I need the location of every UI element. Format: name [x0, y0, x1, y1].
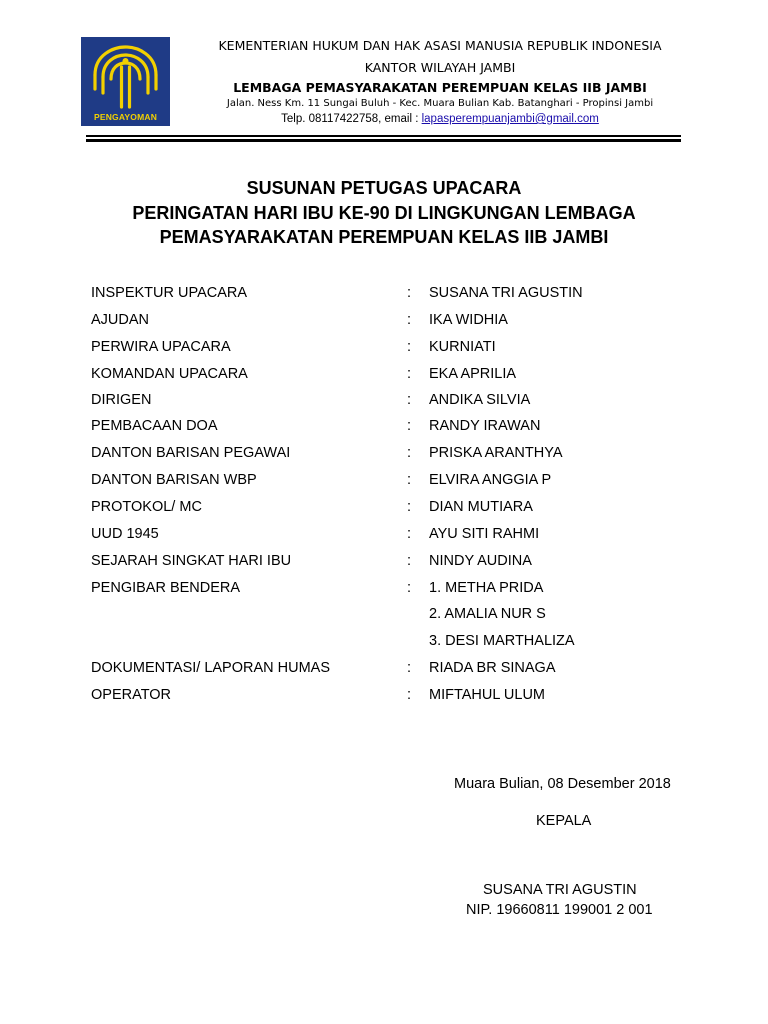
role-label: AJUDAN	[91, 312, 150, 328]
officer-name: EKA APRILIA	[429, 366, 517, 382]
role-label: UUD 1945	[91, 526, 159, 542]
role-label: PENGIBAR BENDERA	[91, 580, 241, 596]
signatory-position: KEPALA	[536, 813, 592, 829]
officer-name: 2. AMALIA NUR S	[429, 606, 546, 622]
address-line: Jalan. Ness Km. 11 Sungai Buluh - Kec. Muara Bulian Kab. Batanghari - Propinsi Jambi	[226, 98, 654, 109]
role-label: INSPEKTUR UPACARA	[91, 285, 248, 301]
separator: :	[407, 418, 412, 434]
role-label: SEJARAH SINGKAT HARI IBU	[91, 553, 292, 569]
officer-name: ANDIKA SILVIA	[429, 392, 531, 408]
separator: :	[407, 553, 412, 569]
header-divider-thin	[86, 135, 681, 137]
officer-name: DIAN MUTIARA	[429, 499, 533, 515]
role-label: KOMANDAN UPACARA	[91, 366, 248, 382]
role-label: PERWIRA UPACARA	[91, 339, 231, 355]
contact-phone: Telp. 08117422758, email :	[281, 113, 422, 125]
separator: :	[407, 312, 412, 328]
separator: :	[407, 445, 412, 461]
role-label: DIRIGEN	[91, 392, 152, 408]
officer-name: NINDY AUDINA	[429, 553, 532, 569]
role-label: DANTON BARISAN PEGAWAI	[91, 445, 291, 461]
institution-name: LEMBAGA PEMASYARAKATAN PEREMPUAN KELAS IIB JAMBI	[233, 80, 647, 95]
separator: :	[407, 526, 412, 542]
regional-office: KANTOR WILAYAH JAMBI	[364, 60, 516, 75]
separator: :	[407, 366, 412, 382]
role-label: PEMBACAAN DOA	[91, 418, 218, 434]
document-title: SUSUNAN PETUGAS UPACARA	[246, 178, 522, 198]
role-label: DANTON BARISAN WBP	[91, 472, 257, 488]
pengayoman-logo	[81, 37, 170, 126]
officer-name: IKA WIDHIA	[429, 312, 508, 328]
separator: :	[407, 392, 412, 408]
signatory-name: SUSANA TRI AGUSTIN	[483, 882, 637, 898]
signatory-nip: NIP. 19660811 199001 2 001	[466, 902, 653, 918]
role-label: OPERATOR	[91, 687, 172, 703]
separator: :	[407, 580, 412, 596]
officer-name: PRISKA ARANTHYA	[429, 445, 563, 461]
place-date: Muara Bulian, 08 Desember 2018	[454, 776, 671, 792]
separator: :	[407, 285, 412, 301]
officer-name: AYU SITI RAHMI	[429, 526, 540, 542]
officer-name: RANDY IRAWAN	[429, 418, 541, 434]
officer-name: ELVIRA ANGGIA P	[429, 472, 552, 488]
officer-name: SUSANA TRI AGUSTIN	[429, 285, 583, 301]
ministry-name: KEMENTERIAN HUKUM DAN HAK ASASI MANUSIA REPUBLIK INDONESIA	[218, 38, 662, 53]
separator: :	[407, 660, 412, 676]
officer-name: MIFTAHUL ULUM	[429, 687, 545, 703]
role-label: PROTOKOL/ MC	[91, 499, 202, 515]
officer-name: KURNIATI	[429, 339, 496, 355]
officer-name: 1. METHA PRIDA	[429, 580, 544, 596]
email-link[interactable]: lapasperempuanjambi@gmail.com	[421, 113, 599, 125]
contact-line	[175, 113, 705, 125]
separator: :	[407, 472, 412, 488]
separator: :	[407, 687, 412, 703]
separator: :	[407, 499, 412, 515]
header-divider-thick	[86, 139, 681, 142]
separator: :	[407, 339, 412, 355]
officer-name: 3. DESI MARTHALIZA	[429, 633, 575, 649]
document-subtitle-line1: PERINGATAN HARI IBU KE-90 DI LINGKUNGAN LEMBAGA	[132, 203, 636, 223]
officer-name: RIADA BR SINAGA	[429, 660, 556, 676]
logo-label: PENGAYOMAN	[93, 112, 158, 122]
document-subtitle-line2: PEMASYARAKATAN PEREMPUAN KELAS IIB JAMBI	[159, 227, 609, 247]
role-label: DOKUMENTASI/ LAPORAN HUMAS	[91, 660, 331, 676]
